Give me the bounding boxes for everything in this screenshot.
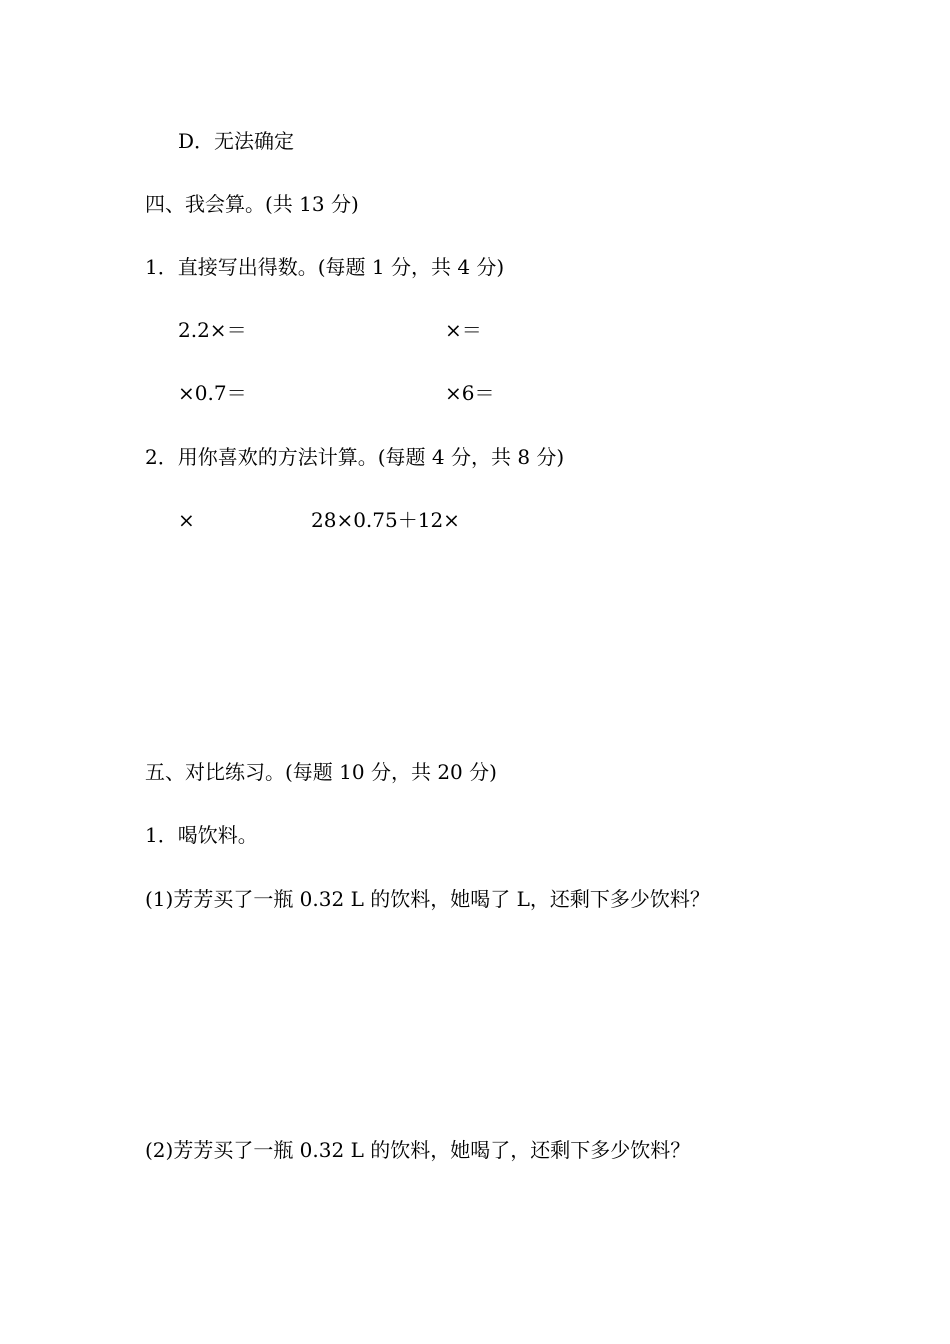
- section-4-title: 四、我会算。(共 13 分): [145, 192, 359, 216]
- section-4-question-2-title: 2．用你喜欢的方法计算。(每题 4 分，共 8 分): [145, 445, 565, 469]
- option-d: D．无法确定: [178, 129, 295, 153]
- method-calc-item-1: ×: [178, 508, 195, 532]
- calc-item-4: ×6＝: [445, 381, 495, 405]
- method-calc-item-2: 28×0.75＋12×: [311, 508, 460, 532]
- sub-question-2: (2)芳芳买了一瓶 0.32 L 的饮料，她喝了，还剩下多少饮料？: [145, 1138, 691, 1162]
- section-5-question-1-title: 1．喝饮料。: [145, 823, 258, 847]
- section-4-question-1-title: 1．直接写出得数。(每题 1 分，共 4 分): [145, 255, 505, 279]
- section-5-title: 五、对比练习。(每题 10 分，共 20 分): [145, 760, 497, 784]
- sub-question-1: (1)芳芳买了一瓶 0.32 L 的饮料，她喝了 L，还剩下多少饮料？: [145, 887, 710, 911]
- calc-item-1: 2.2×＝: [178, 318, 247, 342]
- calc-item-3: ×0.7＝: [178, 381, 247, 405]
- calc-item-2: ×＝: [445, 318, 482, 342]
